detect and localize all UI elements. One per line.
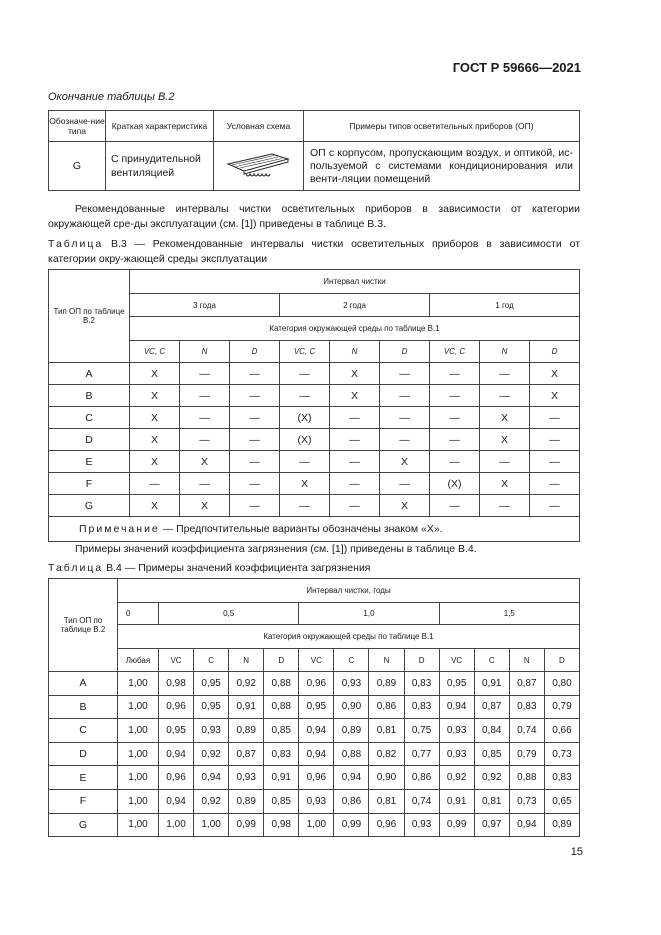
table-cell: 0,92 [474,766,509,790]
interval-header: Интервал чистки, годы [118,579,580,603]
table-cell: 0,94 [299,719,334,743]
category-cell: N [509,649,544,672]
table-cell: X [130,451,180,473]
table-row [49,429,580,451]
table-cell: 1,00 [118,789,159,813]
table-row [49,451,580,473]
table-row [49,473,580,495]
col-examples-header: Примеры типов осветительных приборов (ОП) [304,111,580,142]
category-cell: C [474,649,509,672]
table-cell: 1,00 [194,813,229,837]
table-cell: — [530,429,580,451]
table-cell: 0,90 [369,766,404,790]
table-cell: 0,87 [229,742,264,766]
table-cell: 0,96 [299,766,334,790]
row-type-cell: D [49,742,118,766]
col-type-header: Обозначе-ние типа [49,111,106,142]
table-cell: 1,00 [159,813,194,837]
table-cell: — [430,363,480,385]
table-cell: — [280,363,330,385]
table-cell: 0,73 [544,742,579,766]
table-cell: 0,91 [474,672,509,696]
table-cell: 0,83 [544,766,579,790]
table-cell: — [480,451,530,473]
table-cell: 0,89 [229,789,264,813]
table-cell: — [330,407,380,429]
table-cell: 0,83 [404,695,439,719]
table-cell: 1,00 [118,742,159,766]
table-cell: — [330,473,380,495]
category-header: Категория окружающей среды по таблице В.1 [118,625,580,649]
table-cell: X [180,495,230,517]
interval-0: 0 [118,603,159,625]
table-row [49,407,580,429]
table-b3-caption [48,237,580,267]
table-cell: 0,94 [509,813,544,837]
table-cell: 0,81 [474,789,509,813]
paragraph-b3-intro: Рекомендованные интервалы чистки осветительных приборов в зависимости от категории окружающей сре-ды эксплуатации (см. [1]) приведены в таблице В.3. [48,203,580,230]
category-cell: N [369,649,404,672]
table-cell: 0,88 [264,672,299,696]
standard-code: ГОСТ Р 59666—2021 [452,60,581,75]
table-cell: — [330,451,380,473]
table-cell: 0,82 [369,742,404,766]
category-cell: D [380,341,430,363]
table-cell: 0,92 [194,789,229,813]
category-cell: D [530,341,580,363]
table-cell: 0,89 [544,813,579,837]
category-cell: VC, C [130,341,180,363]
table-cell: (X) [430,473,480,495]
table-cell: — [180,385,230,407]
table-row [49,142,580,191]
table-cell: 0,94 [299,742,334,766]
table-cell: — [480,385,530,407]
note-label: Примечание [79,523,160,535]
table-cell: — [180,363,230,385]
table-cell: — [130,473,180,495]
table-cell: 0,99 [334,813,369,837]
table-cell: 0,94 [159,742,194,766]
table-cell: 0,88 [509,766,544,790]
table-cell: — [530,495,580,517]
table-row [49,742,580,766]
table-cell: 0,91 [229,695,264,719]
table-cell: — [280,495,330,517]
table-row [49,385,580,407]
table-cell: 0,86 [334,789,369,813]
table-cell: X [280,473,330,495]
table-cell: 0,86 [404,766,439,790]
table-cell: 1,00 [118,695,159,719]
table-cell: 0,98 [264,813,299,837]
table-cell: — [430,407,480,429]
table-cell: 0,95 [439,672,474,696]
table-cell: — [380,473,430,495]
interval-0-5: 0,5 [159,603,299,625]
table-cell: 1,00 [118,813,159,837]
table-cell: X [180,451,230,473]
table-cell: 0,79 [509,742,544,766]
table-cell: 0,95 [299,695,334,719]
table-cell: — [330,429,380,451]
table-cell: 0,94 [159,789,194,813]
table-b2-end [48,110,580,191]
table-cell: 0,86 [369,695,404,719]
table-cell: — [530,407,580,429]
table-cell: 0,93 [194,719,229,743]
table-cell: — [280,385,330,407]
interval-header: Интервал чистки [130,270,580,294]
table-cell: 0,93 [229,766,264,790]
row-type-cell: C [49,719,118,743]
type-header: Тип ОП по таблице В.2 [49,579,118,672]
interval-3-years: 3 года [130,294,280,317]
table-cell: — [380,363,430,385]
table-cell: 0,74 [404,789,439,813]
category-cell: D [404,649,439,672]
paragraph-b4-intro: Примеры значений коэффициента загрязнения (см. [1]) приведены в таблице В.4. [75,543,477,555]
table-row [49,495,580,517]
row-type-cell: F [49,473,130,495]
table-cell: X [330,385,380,407]
table-note [49,517,580,542]
table-cell: — [230,407,280,429]
category-cell: N [180,341,230,363]
table-cell: 0,98 [159,672,194,696]
category-cell: N [229,649,264,672]
table-cell: X [480,429,530,451]
category-cell: VC, C [280,341,330,363]
examples-cell: ОП с корпусом, пропускающим воздух, и оптикой, ис-пользуемой с системами кондиционирования или венти-ляции помещений [304,142,580,191]
table-cell: 0,84 [474,719,509,743]
table-cell: — [530,451,580,473]
table-cell: — [430,429,480,451]
interval-1-0: 1,0 [299,603,439,625]
table-cell: 0,83 [404,672,439,696]
table-cell: 0,83 [264,742,299,766]
table-cell: 0,93 [334,672,369,696]
table-b4-caption [48,561,580,576]
table-cell: 0,80 [544,672,579,696]
table-cell: 0,74 [509,719,544,743]
table-cell: — [430,451,480,473]
type-cell: G [49,142,106,191]
table-cell: 0,96 [369,813,404,837]
caption-text: В.4 — Примеры значений коэффициента загрязнения [106,562,371,574]
table-cell: X [530,385,580,407]
table-cell: 0,88 [334,742,369,766]
page-number: 15 [570,846,583,858]
caption-label: Таблица [48,562,104,574]
table-b2-continuation-caption: Окончание таблицы В.2 [48,91,175,103]
table-cell: 0,95 [194,695,229,719]
table-cell: 0,75 [404,719,439,743]
table-cell: — [480,495,530,517]
row-type-cell: E [49,451,130,473]
table-cell: X [380,451,430,473]
col-schema-header: Условная схема [214,111,304,142]
table-cell: 0,92 [194,742,229,766]
table-cell: 0,85 [474,742,509,766]
table-cell: X [130,363,180,385]
table-cell: — [530,473,580,495]
table-cell: 0,96 [159,766,194,790]
table-cell: 1,00 [118,719,159,743]
row-type-cell: B [49,695,118,719]
category-cell: Любая [118,649,159,672]
table-cell: — [230,385,280,407]
table-cell: — [480,363,530,385]
table-cell: 0,92 [439,766,474,790]
category-cell: D [264,649,299,672]
table-cell: 0,87 [509,672,544,696]
row-type-cell: D [49,429,130,451]
table-cell: 0,92 [229,672,264,696]
category-cell: VC [159,649,194,672]
note-text: — Предпочтительные варианты обозначены знаком «X». [159,523,443,535]
table-cell: 0,65 [544,789,579,813]
row-type-cell: A [49,672,118,696]
interval-2-years: 2 года [280,294,430,317]
table-cell: X [330,363,380,385]
category-header: Категория окружающей среды по таблице В.1 [130,317,580,341]
category-cell: D [230,341,280,363]
table-cell: 0,99 [229,813,264,837]
table-cell: — [380,429,430,451]
table-cell: — [380,407,430,429]
table-cell: 0,99 [439,813,474,837]
caption-label: Таблица [48,238,104,250]
category-cell: VC [439,649,474,672]
table-cell: X [530,363,580,385]
type-header: Тип ОП по таблице В.2 [49,270,130,363]
category-cell: VC, C [430,341,480,363]
table-cell: 0,94 [194,766,229,790]
table-cell: — [230,363,280,385]
table-cell: — [380,385,430,407]
table-cell: 0,81 [369,789,404,813]
table-cell: 0,85 [264,719,299,743]
table-cell: 0,90 [334,695,369,719]
row-type-cell: E [49,766,118,790]
table-cell: X [480,473,530,495]
table-cell: 0,91 [264,766,299,790]
table-cell: 0,95 [194,672,229,696]
table-cell: 0,66 [544,719,579,743]
table-row [49,766,580,790]
table-cell: — [180,429,230,451]
table-b3 [48,269,580,542]
category-cell: N [480,341,530,363]
table-cell: 0,73 [509,789,544,813]
table-cell: — [280,451,330,473]
table-cell: 0,91 [439,789,474,813]
table-row [49,813,580,837]
table-cell: — [180,407,230,429]
table-cell: X [480,407,530,429]
table-cell: 0,93 [439,719,474,743]
table-cell: X [130,495,180,517]
forced-ventilation-luminaire-icon [226,152,292,178]
table-row [49,719,580,743]
table-cell: 0,93 [299,789,334,813]
table-cell: X [130,385,180,407]
table-cell: 0,96 [159,695,194,719]
table-cell: 0,93 [439,742,474,766]
table-cell: 0,88 [264,695,299,719]
table-cell: 0,96 [299,672,334,696]
table-cell: 0,94 [439,695,474,719]
table-cell: 0,87 [474,695,509,719]
category-cell: C [334,649,369,672]
table-cell: X [130,407,180,429]
table-cell: 0,81 [369,719,404,743]
characteristic-cell: С принудительной вентиляцией [106,142,214,191]
table-row [49,789,580,813]
table-cell: 0,89 [369,672,404,696]
table-cell: 0,95 [159,719,194,743]
table-cell: 0,93 [404,813,439,837]
table-cell: X [130,429,180,451]
row-type-cell: F [49,789,118,813]
row-type-cell: A [49,363,130,385]
table-cell: 1,00 [299,813,334,837]
table-cell: 1,00 [118,766,159,790]
category-cell: C [194,649,229,672]
category-cell: D [544,649,579,672]
table-cell: — [230,429,280,451]
table-cell: 0,97 [474,813,509,837]
table-cell: X [380,495,430,517]
table-cell: (X) [280,407,330,429]
table-cell: 0,77 [404,742,439,766]
col-characteristic-header: Краткая характеристика [106,111,214,142]
table-cell: 0,83 [509,695,544,719]
schema-cell [214,142,304,191]
table-cell: — [430,385,480,407]
table-cell: (X) [280,429,330,451]
table-cell: — [330,495,380,517]
interval-1-5: 1,5 [439,603,579,625]
interval-1-year: 1 год [430,294,580,317]
row-type-cell: G [49,813,118,837]
table-cell: — [230,451,280,473]
table-cell: 0,89 [229,719,264,743]
table-row [49,695,580,719]
row-type-cell: B [49,385,130,407]
table-cell: 0,85 [264,789,299,813]
table-b4 [48,578,580,837]
table-cell: 0,79 [544,695,579,719]
row-type-cell: G [49,495,130,517]
table-cell: — [230,473,280,495]
category-cell: VC [299,649,334,672]
table-cell: 0,89 [334,719,369,743]
caption-text: В.3 — Рекомендованные интервалы чистки осветительных приборов в зависимости от категории окру-жающей среды эксплуатации [48,238,581,265]
table-cell: — [180,473,230,495]
table-row [49,363,580,385]
table-row [49,672,580,696]
table-cell: 0,94 [334,766,369,790]
table-cell: 1,00 [118,672,159,696]
table-cell: — [430,495,480,517]
table-cell: — [230,495,280,517]
row-type-cell: C [49,407,130,429]
category-cell: N [330,341,380,363]
